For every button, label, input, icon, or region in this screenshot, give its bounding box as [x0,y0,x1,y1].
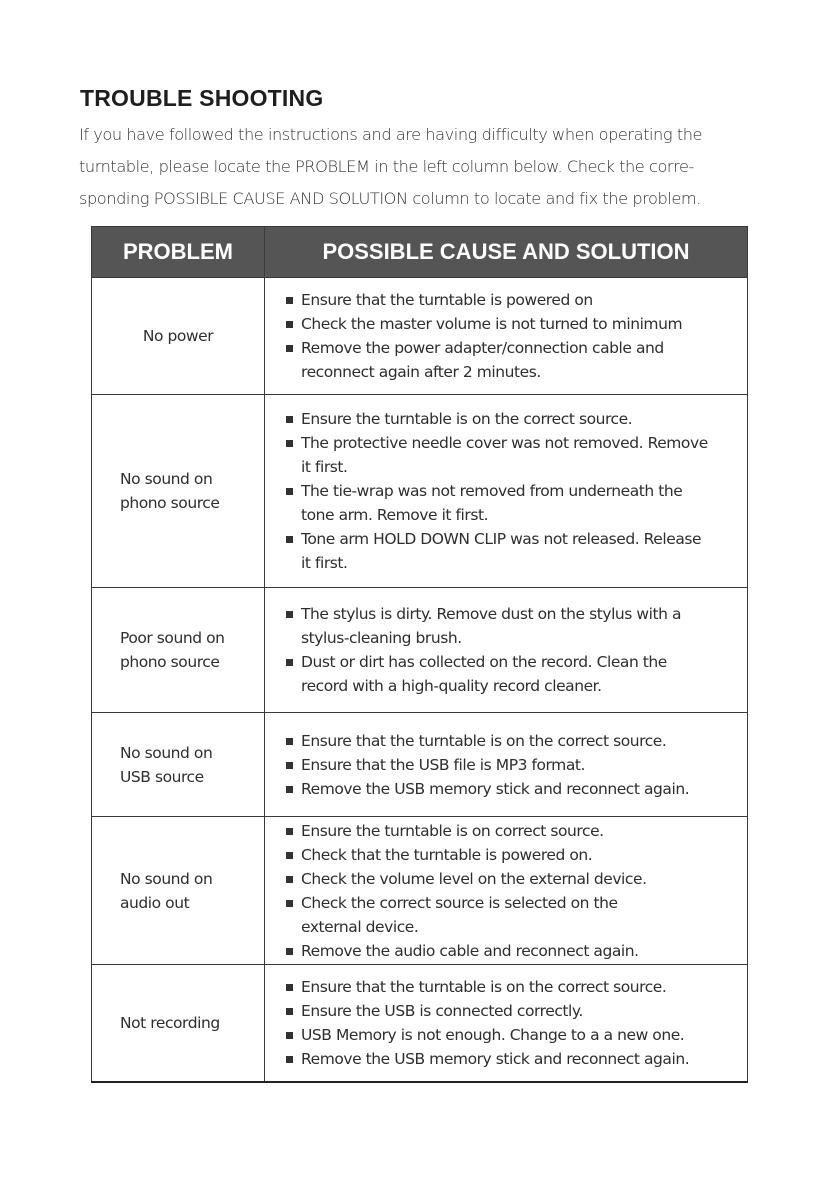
solution-item: Tone arm HOLD DOWN CLIP was not released. Release it first. [285,527,743,575]
problem-cell [92,713,265,817]
problem-text: Not recording [120,1013,220,1032]
solution-item: Ensure the turntable is on correct source. [285,819,743,843]
solution-item: Check the correct source is selected on the external device. [285,891,743,939]
solution-item: The protective needle cover was not removed. Remove it first. [285,431,743,479]
solution-cell [265,817,748,965]
table-row [92,817,748,965]
solution-item: The stylus is dirty. Remove dust on the stylus with a stylus-cleaning brush. [285,602,743,650]
solution-item: Ensure that the turntable is on the correct source. [285,729,743,753]
intro-line: turntable, please locate the PROBLEM in the left column below. Check the corre- [79,157,694,176]
table-header-row [92,227,748,278]
intro-line: sponding POSSIBLE CAUSE AND SOLUTION column to locate and fix the problem. [79,189,701,208]
solution-list [285,819,743,963]
problem-cell [92,588,265,713]
solution-item: The tie-wrap was not removed from underneath the tone arm. Remove it first. [285,479,743,527]
table-row [92,395,748,588]
solution-cell [265,588,748,713]
solution-list [285,975,743,1071]
table-row [92,713,748,817]
solution-item: Remove the USB memory stick and reconnect again. [285,777,743,801]
problem-cell [92,395,265,588]
solution-item: Check the master volume is not turned to minimum [285,312,743,336]
intro-paragraph [79,119,769,215]
solution-item: Check the volume level on the external device. [285,867,743,891]
troubleshooting-table [91,226,748,1083]
intro-line: If you have followed the instructions and are having difficulty when operating the [79,125,703,144]
solution-item: Remove the USB memory stick and reconnect again. [285,1047,743,1071]
solution-cell [265,278,748,395]
page-title: TROUBLE SHOOTING [80,85,324,111]
solution-item: Check that the turntable is powered on. [285,843,743,867]
problem-text: No sound on phono source [120,470,220,512]
solution-item: Ensure that the USB file is MP3 format. [285,753,743,777]
solution-item: Ensure the USB is connected correctly. [285,999,743,1023]
problem-text: No sound on audio out [120,869,213,912]
problem-text: Poor sound on phono source [120,629,225,671]
solution-cell [265,965,748,1082]
table-row [92,588,748,713]
solution-list [285,407,743,575]
solution-column-header: POSSIBLE CAUSE AND SOLUTION [265,227,748,278]
problem-cell [92,965,265,1082]
solution-cell [265,713,748,817]
problem-text: No sound on USB source [120,743,213,786]
solution-item: Ensure the turntable is on the correct source. [285,407,743,431]
solution-list [285,729,743,801]
problem-text: No power [142,327,214,345]
solution-list [285,602,743,698]
problem-cell [92,817,265,965]
solution-item: Ensure that the turntable is on the correct source. [285,975,743,999]
solution-item: Remove the power adapter/connection cable and reconnect again after 2 minutes. [285,336,743,384]
solution-list [285,288,743,384]
problem-column-header: PROBLEM [92,227,265,278]
solution-item: Ensure that the turntable is powered on [285,288,743,312]
solution-cell [265,395,748,588]
solution-item: USB Memory is not enough. Change to a a new one. [285,1023,743,1047]
solution-item: Remove the audio cable and reconnect again. [285,939,743,963]
table-row [92,278,748,395]
table-row [92,965,748,1082]
solution-item: Dust or dirt has collected on the record. Clean the record with a high-quality record cleaner. [285,650,743,698]
problem-cell [92,278,265,395]
